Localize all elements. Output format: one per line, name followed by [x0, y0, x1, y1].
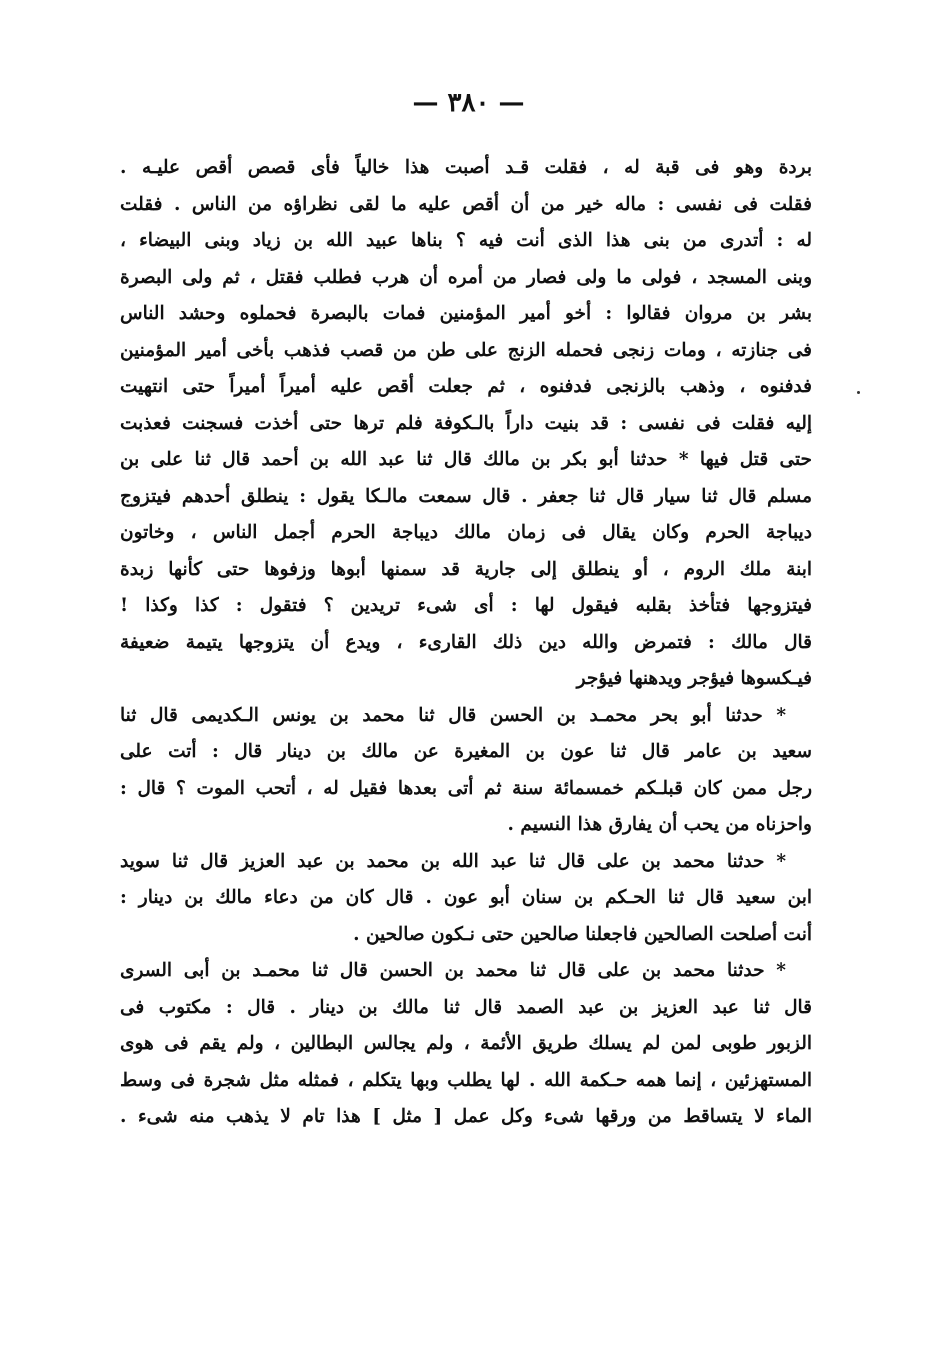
text-line: بردة وهو فى قبة له ، فقلت قـد أصبت هذا خالياً فأى قصص أقص عليـه . — [120, 157, 812, 178]
text-line: المستهزئين ، إنما همه حـكمة الله . لها يطلب وبها يتكلم ، فمثله مثل شجرة فى وسط — [120, 1069, 812, 1091]
text-line: فدفنوه ، وذهب بالزنجى فدفنوه ، ثم جعلت أقص عليه أميراً أميراً حتى انتهيت — [120, 376, 812, 397]
text-line: ديباجة الحرم وكان يقال فى زمان مالك ديباجة الحرم أجمل الناس ، وخاتون — [120, 522, 812, 543]
text-line: سعيد بن عامر قال ثنا عون بن المغيرة عن مالك بن دينار قال : أتت على — [120, 741, 812, 762]
text-line: ابنة ملك الروم ، أو ينطلق إلى جارية قد سمنها أبوها وزفوها حتى كأنها زبدة — [120, 558, 812, 580]
text-line: قال ثنا عبد العزيز بن عبد الصمد قال ثنا مالك بن دينار . قال : مكتوب فى — [120, 996, 812, 1018]
text-line: الماء لا يتساقط من ورقها شىء وكل عمل [ مثل ] هذا تام لا يذهب منه شىء . — [120, 1106, 812, 1127]
page-number: — ٣٨٠ — — [412, 88, 525, 118]
text-line: فى جنازته ، ومات زنجى فحمله الزنج على طن من قصب فذهب بأخى أمير المؤمنين — [120, 339, 812, 361]
text-line: وبنى المسجد ، فولى ما ولى فصار من أمره أن هرب فطلب فقتل ، ثم ولى البصرة — [120, 266, 812, 288]
text-line: * حدثنا محمد بن على قال ثنا محمد بن الحسن قال ثنا محمـد بن أبى السرى — [120, 960, 786, 981]
text-line: مسلم قال ثنا سيار قال ثنا جعفر . قال سمعت مالـكا يقول : ينطلق أحدهم فيتزوج — [120, 485, 812, 507]
text-line: * حدثنا أبو بحر محمـد بن الحسن قال ثنا محمد بن يونس الـكديمى قال ثنا — [120, 704, 786, 726]
text-line: بشر بن مروان فقالوا : أخو أمير المؤمنين فمات بالبصرة فحملوه وحشد الناس — [120, 303, 812, 324]
text-line: * حدثنا محمد بن على قال ثنا عبد الله بن محمد بن عبد العزيز قال ثنا سويد — [120, 850, 786, 872]
body-text — [120, 150, 812, 1136]
text-line: فيتزوجها فتأخذ بقلبه فيقول لها : أى شىء تريدين ؟ فتقول : كذا وكذا ! — [120, 595, 812, 616]
text-line: واحزناه من يحب أن يفارق هذا النسيم . — [507, 814, 812, 835]
text-line: ابن سعيد قال ثنا الحـكم بن سنان أبو عون . قال كان من دعاء مالك بن دينار : — [120, 887, 812, 908]
text-line: أنت أصلحت الصالحين فاجعلنا صالحين حتى نـكون صالحين . — [353, 923, 812, 945]
text-line: فيـكسوها فيؤجر ويدهنها فيؤجر — [576, 668, 812, 689]
text-line: له : أتدرى من بنى هذا الذى أنت فيه ؟ بناها عبيد الله بن زياد وبنى البيضاء ، — [120, 230, 812, 251]
margin-dot — [857, 391, 860, 394]
text-line: رجل ممن كان قبلـكم خمسمائة سنة ثم أتى بعدها فقيل له ، أتحب الموت ؟ قال : — [120, 777, 812, 799]
text-line: قال مالك : فتمرض والله دين ذلك القارىء ، ويدع أن يتزوجها يتيمة ضعيفة — [120, 631, 812, 653]
text-line: الزبور طوبى لمن لم يسلك طريق الأئمة ، ولم يجالس البطالين ، ولم يقم فى هوى — [120, 1033, 812, 1054]
text-line: إليه فقلت فى نفسى : قد بنيت داراً بالـكوفة فلم ترها حتى أخذت فسجنت فعذبت — [120, 412, 812, 434]
text-line: فقلت فى نفسى : ماله خير من أن أقص عليه ما لقى نظراؤه من الناس . فقلت — [120, 193, 812, 215]
text-line: حتى قتل فيها * حدثنا أبو بكر بن مالك قال ثنا عبد الله بن أحمد قال ثنا على بن — [120, 449, 812, 470]
